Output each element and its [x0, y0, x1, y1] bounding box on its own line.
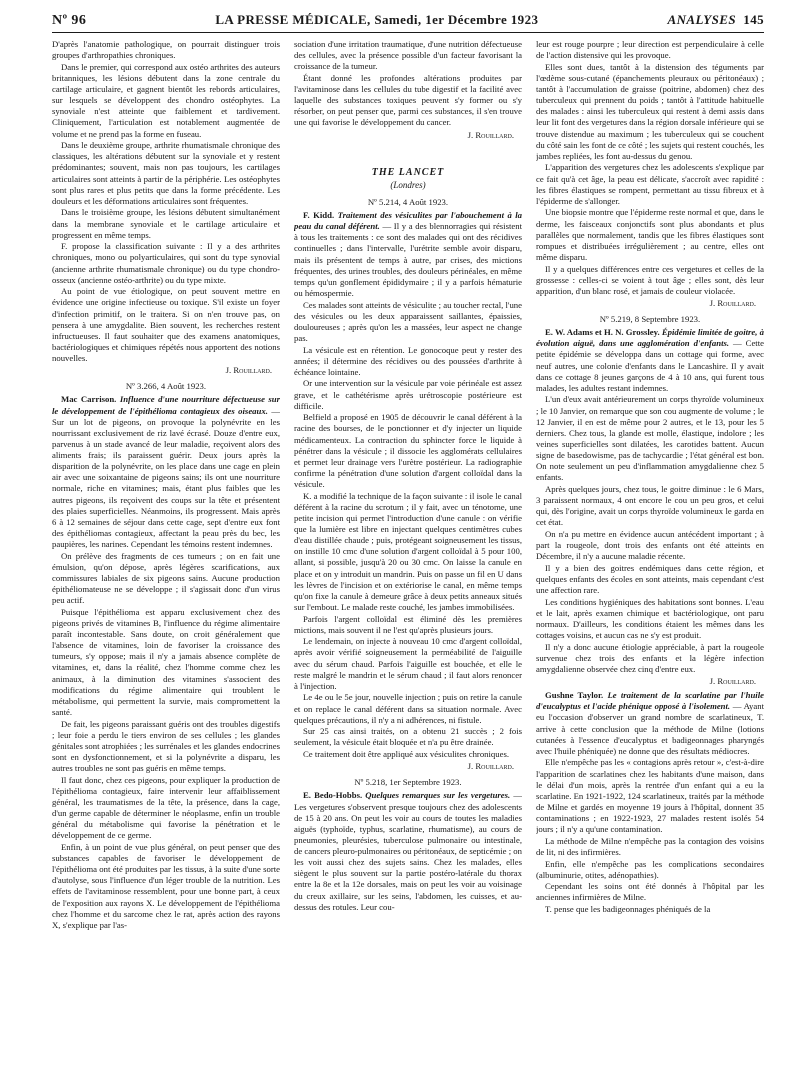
paragraph: Ce traitement doit être appliqué aux vésiculites chroniques. — [303, 749, 510, 760]
article-author: F. Kidd. — [303, 210, 335, 221]
article-author: E. Bedo-Hobbs. — [303, 790, 363, 801]
article-title: Influence d'une nourriture défectueuse sur le développement de l'épithélioma contagieux des oiseaux. — [52, 394, 280, 416]
paragraph: Puisque l'épithélioma est apparu exclusivement chez des pigeons privés de vitamines B, l'influence du régime alimentaire paraît incontestable. Sans doute, on croit généralement que l'absence de vitamines, loin de favoriser la croissance des tumeurs, s'y oppose; mais il n'y a jamais absence complète de vitamines, et, dans la réalité, chez l'homme comme chez les animaux, à la diminution des vitamines s'associent des modifications du régime alimentaire qui troublent le métabolisme, qui permettent la survie, mais compromettent la santé. — [52, 606, 280, 717]
paragraph: La vésicule est en rétention. Le gonocoque peut y rester des années; il détermine des récidives ou des poussées d'arthrite à échéance lointaine. — [294, 344, 522, 377]
paragraph: D'après l'anatomie pathologique, on pourrait distinguer trois groupes d'arthropathies chroniques. — [52, 39, 280, 61]
article-text: — Les vergetures s'observent presque toujours chez des adolescents de 15 à 20 ans. On peut les voir au cours de toutes les maladies aiguës (typhoïde, typhus, scarlatine, rhumatisme), au cours de pneumonies, pleurésies, tuberculose pulmonaire ou intestinale, de cancers pleuro-pulmonaires ou péritonéaux, de septicémie ; on les voit aussi chez des sujets sains. Chez les malades, elles siègent le plus souvent sur la partie postéro-latérale du thorax entre la 8e et la 12e dorsales, mais on peut les voir au voisinage du creux axillaire, sur les seins, l'abdomen, les cuisses, et au-dessus des rotules. Leur cou- — [294, 790, 522, 912]
paragraph: leur est rouge pourpre ; leur direction est perpendiculaire à celle de l'action distensive qui les provoque. — [536, 39, 764, 61]
page-number: 145 — [743, 12, 764, 27]
article-title: Épidémie limitée de goitre, à évolution aiguë, dans une agglomération d'enfants. — [536, 327, 764, 349]
paragraph: Enfin, à un point de vue plus général, on peut penser que des substances capables de favoriser le développement de l'épithélioma ont été produites par les tissus, à la suite d'une sorte d'autolyse, sous l'influence d'un léger trouble de la nutrition. Les effets de l'avitaminose ressemblent, pour une bonne part, à ceux de l'exposition aux rayons X. Le développement de l'épithélioma chez l'homme et du sarcome chez le rat, après action des rayons X, s'explique par l'as- — [52, 841, 280, 930]
column-2 — [294, 39, 522, 1074]
signature: J. Rouillard. — [467, 761, 514, 772]
article-text: — Il y a des blennorragies qui résistent à tous les traitements : ce sont des malades qui ont des récidives continuelles ; dans l'intervalle, l'urétrite semble avoir disparu, mais ils présentent de temps à autre, par crises, des mictions fréquentes, des urines troubles, des douleurs périnéales, en même temps qu'un gonflement épididymaire ; il y a parfois hématurie ou hémospermie. — [294, 221, 522, 298]
paragraph: On n'a pu mettre en évidence aucun antécédent important ; à part la rougeole, dont trois des enfants ont été atteints en Décembre, il n'y a aucune maladie récente. — [536, 528, 764, 562]
paragraph: Étant donné les profondes altérations produites par l'avitaminose dans les cellules du tube digestif et la facilité avec laquelle des substances toxiques peuvent s'y former ou s'y résorber, on peut penser que, parmi ces substances, il s'en trouve une qui favorise le développement du cancer. — [294, 72, 522, 128]
article-title: Quelques remarques sur les vergetures. — [365, 790, 511, 801]
paragraph: Une biopsie montre que l'épiderme reste normal et que, dans le derme, les faisceaux conjonctifs sont plus abondants et plus parallèles que normalement, tandis que les fibres élastiques sont rompues et distribuées irrégulièrement ; au centre, elles ont même disparu. — [536, 207, 764, 262]
running-header — [52, 12, 764, 33]
paragraph: Il faut donc, chez ces pigeons, pour expliquer la production de l'épithélioma contagieux, faire intervenir leur affaiblissement général, les traumatismes de la tête, la présence, dans la cage, d'un germe capable de déterminer le néoplasme, enfin un trouble général du métabolisme qui favorise la pénétration et le développement de ce germe. — [52, 774, 280, 841]
issue-reference: Nº 5.218, 1er Septembre 1923. — [354, 777, 462, 788]
article-author: E. W. Adams et H. N. Grossley. — [545, 327, 660, 338]
journal-title: THE LANCET — [371, 166, 445, 178]
paragraph: On prélève des fragments de ces tumeurs ; on en fait une émulsion, qu'on dépose, après légères scarifications, aux commissures labiales de six pigeons sains. Aucune production épithéliomateuse ne se développe ; il s'agissait donc d'un virus peu actif. — [52, 550, 280, 606]
section-and-page — [668, 12, 764, 28]
paragraph: Elle n'empêche pas les « contagions après retour », c'est-à-dire l'apparition de scarlatines chez les habitants d'une maison, dans le délai d'un mois, après la rentrée d'un enfant qui a eu la scarlatine. En 1921-1922, 124 scarlatineux, traités par la méthode de Milne et gardés en moyenne 19 jours à l'hôpital, donnent 35 contaminations ; en 1922-1923, 27 malades restent isolés 54 jours ; il n'y a qu'une contamination. — [536, 757, 764, 835]
paragraph: Il y a quelques différences entre ces vergetures et celles de la grossesse : celles-ci se voient à tout âge ; elles sont, dès leur apparition, d'un blanc rosé, et jamais de couleur violacée. — [536, 263, 764, 296]
paragraph: De fait, les pigeons paraissant guéris ont des troubles digestifs ; leur foie a perdu le tiers environ de ses cellules ; les glandes génitales sont atrophiées ; les surrénales et les glandes endocrines sont en dysfonctionnement, et si la polynévrite a disparu, les autres troubles ne sont pas guéris en même temps. — [52, 718, 280, 773]
paragraph: Au point de vue étiologique, on peut souvent mettre en évidence une origine infectieuse ou toxique. S'il existe un foyer d'infection primitif, on le traitera. Si on n'en trouve pas, on pensera à une amygdalite. Bien souvent, les recherches restent infructueuses. Il faut souhaiter que des examens anatomiques, bactériologiques et chimiques répétés nous apportent des notions nouvelles. — [52, 286, 280, 363]
paragraph: sociation d'une irritation traumatique, d'une nutrition défectueuse des cellules, avec la présence possible d'un facteur favorisant la croissance de la tumeur. — [294, 39, 522, 72]
paragraph: L'apparition des vergetures chez les adolescents s'explique par ce fait qu'à cet âge, la peau est délicate, s'accroît avec rapidité : les fibres élastiques se rompent, permettant au tissu fibreux et à l'épiderme de s'allonger. — [536, 162, 764, 206]
column-1 — [52, 39, 280, 1074]
paragraph: Le lendemain, on injecte à nouveau 10 cmc d'argent colloïdal, après avoir vérifié soigneusement la perméabilité de l'aiguille avec du sérum chaud. Parfois l'aiguille est bouchée, et elle le reste malgré le mandrin et le sérum chaud ; il faut alors renoncer à l'injection. — [294, 636, 522, 691]
article-columns — [52, 39, 764, 1074]
paragraph: Or une intervention sur la vésicule par voie périnéale est assez grave, et le cathétérisme après urétroscopie postérieure est difficile. — [294, 378, 522, 411]
column-3 — [536, 39, 764, 1074]
signature: J. Rouillard. — [709, 297, 756, 308]
paragraph: Belfield a proposé en 1905 de découvrir le canal déférent à la racine des bourses, de le ponctionner et d'y injecter un liquide médicamenteux. La contraction du sphincter force le liquide à pénétrer dans la vésicule ; il dissocie les agglomérats cellulaires et permet leur drainage vers l'urètre postérieur. La radiographie confirme la pénétration d'une solution d'argent colloïdal dans la vésicule. — [294, 412, 522, 490]
signature: J. Rouillard. — [225, 365, 272, 376]
paragraph: Dans le deuxième groupe, arthrite rhumatismale chronique des classiques, les altérations débutent sur la synoviale et y restent prédominantes; souvent, mais non pas toujours, les cartilages articulaires sont atteints à partir de la périphérie. Les ostéophytes sont plus rares et plus petits que dans la forme précédente. Les douleurs et les déformations articulaires sont fréquentes. — [52, 140, 280, 206]
paragraph: Elles sont dues, tantôt à la distension des téguments par l'œdème sous-cutané (épanchements pleuraux ou péritonéaux) ; tantôt à l'accumulation de graisse (poitrine, abdomen) chez des tuberculeux qui prennent du poids ; tantôt à l'attitude habituelle des malades : ainsi les tuberculeux qui restent à demi assis dans leur lit font des vergetures dans la région dorsale inférieure qui se trouve distendue au maximum ; les tuberculeux qui se couchent du côté sain les font de ce côté ; les sujets qui restent couchés, les jambes repliées, les font au-dessus du genou. — [536, 61, 764, 161]
signature: J. Rouillard. — [709, 676, 756, 686]
article-author: Gushne Taylor. — [545, 690, 604, 701]
article-title: Le traitement de la scarlatine par l'huile d'eucalyptus et l'acide phénique opposé à l'isolement. — [536, 690, 764, 712]
article-abstract — [52, 394, 280, 550]
paragraph: Le 4e ou le 5e jour, nouvelle injection ; puis on retire la canule et on replace le canal déférent dans sa situation normale. Avec quelques précautions, il n'y a ni adhérences, ni fistule. — [294, 692, 522, 725]
section-name: ANALYSES — [667, 12, 736, 27]
article-title: Traitement des vésiculites par l'abouchement à la peau du canal déférent. — [294, 210, 522, 232]
article-author: Mac Carrison. — [61, 394, 117, 405]
paragraph: T. pense que les badigeonnages phéniqués de la — [545, 904, 711, 914]
article-text: — Sur un lot de pigeons, on provoque la polynévrite en les nourrissant exclusivement de riz lavé écrasé. Douze d'entre eux, parvenus à un stade avancé de leur maladie, reçoivent alors des aliments frais; ils paraissent guérir. Deux jours après la disparition de la polynévrite, on les place dans une cage en plein air avec une soixantaine de pigeons sains; ils ont une nourriture normale, riche en vitamines; mais, étant plus faibles que les autres pigeons, ils reçoivent des coups sur la tête et présentent des plaies superficielles. Néanmoins, ils progressent. Mais après 6 à 12 semaines de séjour dans cette cage, sept d'entre eux font des épithéliomas contagieux, affectant la peau près du bec, les paupières, les narines. Cependant les témoins restent indemnes. — [52, 405, 280, 549]
paragraph: Il n'y a donc aucune étiologie appréciable, à part la rougeole survenue chez trois des enfants et la légère infection amygdalienne observée chez cinq d'entre eux. — [536, 641, 764, 674]
paragraph: Après quelques jours, chez tous, le goitre diminue : le 6 Mars, 3 paraissent normaux, 4 ont encore le cou un peu gros, et celui qui, dès l'origine, avait un corps thyroïde volumineux le garda en cet état. — [536, 483, 764, 528]
article-text: — Ayant eu l'occasion d'observer un grand nombre de scarlatineux, T. arrive à cette conclusion que la méthode de Milne (lotions cutanées à l'essence d'eucalyptus et badigeonnages pharyngés avec l'huile phéniquée) ne donne que des résultats médiocres. — [536, 701, 764, 756]
article-text: — Cette petite épidémie se développa dans un cottage qui forme, avec neuf autres, une colonie d'enfants dans le Lancashire. Il y avait dans ce cottage 8 jeunes garçons de 4 à 10 ans, qui furent tous malades, les adultes restant indemnes. — [536, 338, 764, 393]
paragraph: Ces malades sont atteints de vésiculite ; au toucher rectal, l'une des vésicules ou les deux apparaissent saillantes, épaissies, douloureuses ; après qu'on les a massées, leur aspect ne change pas. — [294, 299, 522, 343]
paragraph: Parfois l'argent colloïdal est éliminé dès les premières mictions, mais souvent il ne l'est qu'après plusieurs jours. — [294, 613, 522, 635]
article-abstract — [536, 327, 764, 394]
paragraph: F. propose la classification suivante : Il y a des arthrites chroniques, mono ou polyarticulaires, qui sont du type synovial (ancienne arthrite rhumatismale chronique) ou du type chondro-osseux (ancienne ostéo-arthrite) ou du type mixte. — [52, 241, 280, 285]
paragraph: L'un d'eux avait antérieurement un corps thyroïde volumineux ; le 10 Janvier, on remarque que son cou augmente de volume ; le 12 Janvier, il en est de même pour 2 autres, et le 13, pour les 5 derniers. Chez tous, la glande est molle, élastique, indolore ; les veines superficielles sont dilatées, les carotides battent. Aucun signe de basedowisme, pas de tachycardie ; l'état général est bon. On note seulement un peu d'inflammation amygdalienne chez 5 enfants. — [536, 394, 764, 483]
paragraph: La méthode de Milne n'empêche pas la contagion des voisins de lit, ni des infirmières. — [536, 835, 764, 857]
paragraph: Dans le premier, qui correspond aux ostéo arthrites des auteurs britanniques, les lésions débutent dans la zone centrale du cartilage articulaire, et gagnent bientôt les rebords articulaires, sur lesquels se développent des chondro ostéophytes. La synoviale n'est atteinte que faiblement et tardivement. Cliniquement, l'articulation est notablement augmentée de volume et ne prend pas la forme en fuseau. — [52, 61, 280, 139]
article-abstract — [536, 690, 764, 757]
paragraph: Il y a bien des goitres endémiques dans cette région, et quelques enfants des écoles en sont atteints, mais cependant c'est une affection rare. — [536, 562, 764, 595]
issue-number: Nº 96 — [52, 13, 87, 28]
paragraph: Enfin, elle n'empêche pas les complications secondaires (albuminurie, otites, adénopathies). — [536, 858, 764, 880]
article-abstract — [294, 790, 522, 912]
paragraph: Cependant les soins ont été donnés à l'hôpital par les anciennes infirmières de Milne. — [536, 881, 764, 903]
issue-reference: Nº 3.266, 4 Août 1923. — [125, 381, 207, 392]
journal-place: (Londres) — [390, 180, 426, 191]
paragraph: Les conditions hygiéniques des habitations sont bonnes. L'eau et le lait, après examen chimique et bactériologique, ont paru normaux. D'ailleurs, les conditions étaient les mêmes dans les cottages voisins, et aucun cas ne s'y est produit. — [536, 596, 764, 640]
issue-reference: Nº 5.219, 8 Septembre 1923. — [599, 314, 701, 324]
paragraph: Dans le troisième groupe, les lésions débutent simultanément dans la membrane synoviale et le cartilage articulaire et progressent en même temps. — [52, 207, 280, 240]
paragraph: K. a modifié la technique de la façon suivante : il isole le canal déférent à la racine du scrotum ; il y fait, avec un ténotome, une petite incision qui permet l'introduction d'une canule : on vérifie que la lumière est libre en injectant quelques centimètres cubes d'eau distillée chaude ; puis, protégeant soigneusement les tissus, on instille 10 cmc d'une solution d'argent colloïdal à 5 pour 100, allant, si possible, jusqu'à 20 ou 30 cmc. On laisse la canule en place et on y introduit un mandrin. Puis on passe un fil en U dans les lèvres de l'incision et on extériorise le canal, en même temps qu'on fixe la canule à demeure grâce à deux petits anneaux situés sur l'embout. Le malade reste couché, les jambes immobilisées. — [294, 490, 522, 612]
journal-dateline: LA PRESSE MÉDICALE, Samedi, 1er Décembre 1923 — [215, 12, 539, 27]
signature: J. Rouillard. — [467, 129, 514, 140]
paragraph: Sur 25 cas ainsi traités, on a obtenu 21 succès ; 2 fois seulement, la vésicule était bloquée et n'a pu être drainée. — [294, 726, 522, 748]
issue-reference: Nº 5.214, 4 Août 1923. — [367, 196, 449, 207]
article-abstract — [294, 210, 522, 299]
